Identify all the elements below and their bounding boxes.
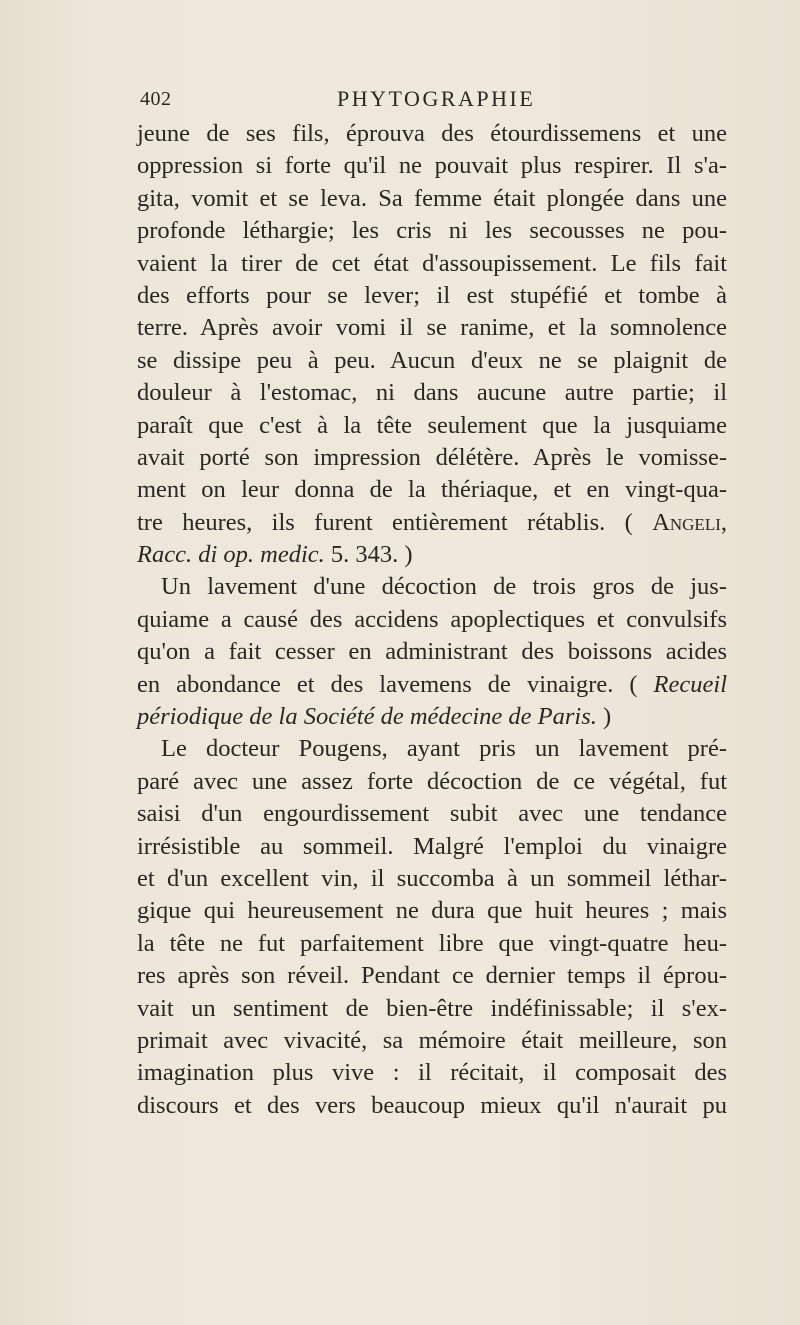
text-line (137, 669, 727, 701)
text-line: vaient la tirer de cet état d'assoupissement. Le fils fait (137, 249, 727, 277)
text-line: des efforts pour se lever; il est stupéfié et tombe à (137, 281, 727, 309)
text-line (137, 539, 727, 571)
text-line: Un lavement d'une décoction de trois gros de jus- (161, 573, 727, 601)
text-line: profonde léthargie; les cris ni les secousses ne pou- (137, 217, 727, 245)
text-line: ment on leur donna de la thériaque, et en vingt-qua- (137, 476, 727, 504)
text-line: discours et des vers beaucoup mieux qu'il n'aurait pu (137, 1091, 727, 1119)
text-line: la tête ne fut parfaitement libre que vingt-quatre heu- (137, 929, 727, 957)
text-line: oppression si forte qu'il ne pouvait plus respirer. Il s'a- (137, 152, 727, 180)
text-line: douleur à l'estomac, ni dans aucune autre partie; il (137, 379, 727, 407)
text-line: Le docteur Pougens, ayant pris un lavement pré- (161, 735, 727, 763)
text-line (137, 507, 727, 539)
text-line: qu'on a fait cesser en administrant des boissons acides (137, 638, 727, 666)
page-number: 402 (140, 88, 172, 110)
text-run: ) (596, 703, 612, 731)
body-text (137, 118, 727, 1122)
text-line: imagination plus vive : il récitait, il composait des (137, 1059, 727, 1087)
source-citation: Racc. di op. medic. (137, 541, 325, 569)
text-run: , (720, 508, 727, 536)
text-line: res après son réveil. Pendant ce dernier temps il éprou- (137, 962, 727, 990)
text-line: avait porté son impression délétère. Après le vomisse- (137, 443, 727, 471)
source-citation: périodique de la Société de médecine de Paris. (137, 703, 597, 731)
text-line: paraît que c'est à la tête seulement que la jusquiame (137, 411, 727, 439)
author-citation: Angeli (652, 508, 721, 536)
text-line: vait un sentiment de bien-être indéfinissable; il s'ex- (137, 994, 727, 1022)
running-title: PHYTOGRAPHIE (337, 86, 536, 111)
text-line: saisi d'un engourdissement subit avec une tendance (137, 800, 727, 828)
text-line: quiame a causé des accidens apoplectiques et convulsifs (137, 605, 727, 633)
text-line: gita, vomit et se leva. Sa femme était plongée dans une (137, 184, 727, 212)
source-citation: Recueil (653, 670, 727, 698)
text-line: terre. Après avoir vomi il se ranime, et la somnolence (137, 314, 727, 342)
text-line: et d'un excellent vin, il succomba à un sommeil léthar- (137, 864, 727, 892)
text-line (137, 701, 727, 733)
text-line: jeune de ses fils, éprouva des étourdissemens et une (137, 120, 727, 147)
text-run: tre heures, ils furent entièrement rétablis. ( (137, 508, 633, 536)
text-line: paré avec une assez forte décoction de ce végétal, fut (137, 767, 727, 795)
text-line: primait avec vivacité, sa mémoire était meilleure, son (137, 1026, 727, 1054)
text-run: en abondance et des lavemens de vinaigre. ( (137, 670, 638, 698)
text-line: se dissipe peu à peu. Aucun d'eux ne se plaignit de (137, 346, 727, 374)
page-header (137, 84, 727, 118)
text-run: 5. 343. ) (324, 541, 413, 569)
text-line: irrésistible au sommeil. Malgré l'emploi du vinaigre (137, 832, 727, 860)
text-line: gique qui heureusement ne dura que huit heures ; mais (137, 897, 727, 925)
